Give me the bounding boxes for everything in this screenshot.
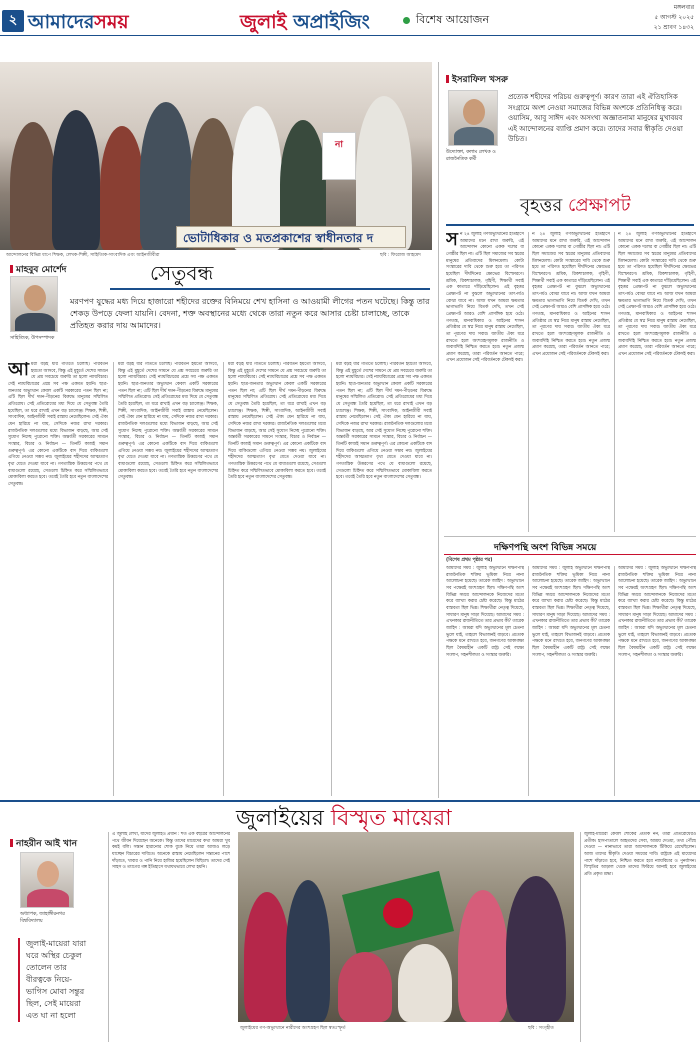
column-divider [528, 232, 529, 532]
protest-placard: না [322, 132, 356, 180]
protest-banner: ভোটাধিকার ও মতপ্রকাশের স্বাধীনতার দ [176, 226, 406, 248]
author-byline: মাহবুব মোর্শেদ [10, 262, 66, 277]
article-body-col1 [446, 232, 524, 532]
article-headline [236, 804, 452, 834]
author-photo [448, 90, 498, 146]
mothers-protest-photo [238, 832, 574, 1022]
article-body-col1: আমাদের সময় : জুলাই অভ্যুত্থানে দক্ষিণপন্থি রাজনৈতিক শক্তির ভূমিকা নিয়ে নানা আলোচনা হয়েছে। তারেক জাহিদ : অভ্যুত্থানে সব পক্ষেরই অংশগ্রহণ ছিল। দক্ষিণপন্থি অংশ বিভিন্ন সময়ে আন্দোলনকে নিজেদের মতো করে ব্যাখ্যা করার চেষ্টা করেছে। কিন্তু মাঠের বাস্তবতা ছিল ভিন্ন। শিক্ষার্থীরা নেতৃত্ব দিয়েছে, সাধারণ মানুষ সাড়া দিয়েছে। আমাদের সময় : এখনকার রাজনীতিতে তার প্রভাব কী? তারেক জাহিদ : আমরা যদি অভ্যুত্থানের মূল চেতনা ভুলে যাই, তাহলে বিভাজনই বাড়বে। প্রত্যেক পক্ষকে মনে রাখতে হবে, জনগণের আকাঙ্ক্ষা ছিল বৈষম্যহীন একটি রাষ্ট্র। সেই লক্ষ্যে সংলাপ, সহনশীলতা ও সংস্কার জরুরি। [446, 566, 524, 658]
date-english: ৫ আগস্ট ২০২৫ [654, 14, 694, 22]
date-block [654, 3, 694, 34]
author-photo [20, 852, 74, 908]
bangladesh-flag-icon [342, 871, 454, 955]
article-body-col3: ন ২৪ জুলাই গণঅভ্যুত্থানের ইতিহাসে আমাদের মনে রাখা জরুরি, এই আন্দোলন কোনো একক দলের বা গোষ্ঠীর ছিল না। এটি ছিল সমাজের সব স্তরের মানুষের প্রতিবাদের মিলনমেলা। কোটা সংস্কারের দাবি থেকে শুরু হয়ে তা পরিণত হয়েছিল দীর্ঘদিনের ক্ষোভের বিস্ফোরণে। শ্রমিক, রিকশাচালক, গৃহিণী, শিক্ষার্থী সবাই এক কাতারে দাঁড়িয়েছিলেন। এই বৃহত্তর প্রেক্ষাপট না বুঝলে অভ্যুত্থানের তাৎপর্যও বোঝা যাবে না। আজ যখন আমরা ক্ষমতার ভাগাভাগি নিয়ে বিতর্ক দেখি, তখন সেই প্রেক্ষাপট আরও বেশি প্রাসঙ্গিক হয়ে ওঠে। গণতন্ত্র, মানবাধিকার ও আইনের শাসন প্রতিষ্ঠার যে স্বপ্ন নিয়ে মানুষ রাস্তায় নেমেছিল, তা পূরণের দায় সবার। জাতীয় ঐক্য ধরে রাখতে হলে অংশগ্রহণমূলক রাজনীতি ও জবাবদিহি নিশ্চিত করতে হবে। নতুন প্রজন্ম প্রমাণ করেছে, তারা পরিবর্তন আনতে পারে; এখন প্রয়োজন সেই পরিবর্তনকে টেকসই করা। [618, 232, 696, 357]
column-divider [108, 832, 109, 1042]
headline-rule [444, 554, 696, 555]
photo-figure [100, 126, 144, 250]
author-role: উদ্যোক্তা, কলাম লেখক ও রাজনৈতিক কর্মী [446, 150, 496, 162]
article-headline: দক্ষিণপন্থি অংশ বিভিন্ন সময়ে [494, 543, 597, 553]
article-body-text: ন ২৪ জুলাই গণঅভ্যুত্থানের ইতিহাসে আমাদের মনে রাখা জরুরি, এই আন্দোলন কোনো একক দলের বা গোষ্ঠীর ছিল না। এটি ছিল সমাজের সব স্তরের মানুষের প্রতিবাদের মিলনমেলা। কোটা সংস্কারের দাবি থেকে শুরু হয়ে তা পরিণত হয়েছিল দীর্ঘদিনের ক্ষোভের বিস্ফোরণে। শ্রমিক, রিকশাচালক, গৃহিণী, শিক্ষার্থী সবাই এক কাতারে দাঁড়িয়েছিলেন। এই বৃহত্তর প্রেক্ষাপট না বুঝলে অভ্যুত্থানের তাৎপর্যও বোঝা যাবে না। আজ যখন আমরা ক্ষমতার ভাগাভাগি নিয়ে বিতর্ক দেখি, তখন সেই প্রেক্ষাপট আরও বেশি প্রাসঙ্গিক হয়ে ওঠে। গণতন্ত্র, মানবাধিকার ও আইনের শাসন প্রতিষ্ঠার যে স্বপ্ন নিয়ে মানুষ রাস্তায় নেমেছিল, তা পূরণের দায় সবার। জাতীয় ঐক্য ধরে রাখতে হলে অংশগ্রহণমূলক রাজনীতি ও জবাবদিহি নিশ্চিত করতে হবে। নতুন প্রজন্ম প্রমাণ করেছে, তারা পরিবর্তন আনতে পারে; এখন প্রয়োজন সেই পরিবর্তনকে টেকসই করা। [446, 232, 524, 364]
article-body-col3: মরা বড়ই ধীর গতিতে চলেছি। পরিবর্তন হয়তো আসবে, কিন্তু এই মুহূর্তে দেশের সামনে যে প্রশ্ন সবচেয়ে জরুরি তা হলো ন্যায়বিচার। সেই ন্যায়বিচারের প্রশ্নে সব পক্ষ একমত হয়নি। ছাত্র-জনতার অভ্যুত্থান কেবল একটি সরকারের পতন ছিল না; এটি ছিল দীর্ঘ দমন-পীড়নের বিরুদ্ধে মানুষের সম্মিলিত প্রতিরোধ। সেই প্রতিরোধের মধ্য দিয়ে যে সেতুবন্ধ তৈরি হয়েছিল, তা ধরে রাখাই এখন বড় চ্যালেঞ্জ। শিক্ষক, শিল্পী, সাংবাদিক, আইনজীবী সবাই রাস্তায় নেমেছিলেন। সেই ঐক্য যেন হারিয়ে না যায়, সেদিকে নজর রাখা দরকার। রাজনৈতিক দলগুলোর মধ্যে বিভাজন বাড়ছে, আর সেই সুযোগ নিচ্ছে পুরোনো শক্তি। অন্তর্বর্তী সরকারের সামনে সংস্কার, বিচার ও নির্বাচন — তিনটি কাজই সমান গুরুত্বপূর্ণ। এর কোনো একটিকে বাদ দিয়ে বাকিগুলো এগিয়ে নেওয়া সম্ভব নয়। জুলাইয়ের শহীদদের আত্মত্যাগ বৃথা যেতে দেওয়া যাবে না। গণতান্ত্রিক উত্তরণের পথে যে বাধাগুলো রয়েছে, সেগুলো চিহ্নিত করে সম্মিলিতভাবে মোকাবিলা করতে হবে। তবেই তৈরি হবে নতুন বাংলাদেশের সেতুবন্ধ। [228, 362, 326, 481]
column-divider [614, 232, 615, 532]
article-body-col2: আমাদের সময় : জুলাই অভ্যুত্থানে দক্ষিণপন্থি রাজনৈতিক শক্তির ভূমিকা নিয়ে নানা আলোচনা হয়েছে। তারেক জাহিদ : অভ্যুত্থানে সব পক্ষেরই অংশগ্রহণ ছিল। দক্ষিণপন্থি অংশ বিভিন্ন সময়ে আন্দোলনকে নিজেদের মতো করে ব্যাখ্যা করার চেষ্টা করেছে। কিন্তু মাঠের বাস্তবতা ছিল ভিন্ন। শিক্ষার্থীরা নেতৃত্ব দিয়েছে, সাধারণ মানুষ সাড়া দিয়েছে। আমাদের সময় : এখনকার রাজনীতিতে তার প্রভাব কী? তারেক জাহিদ : আমরা যদি অভ্যুত্থানের মূল চেতনা ভুলে যাই, তাহলে বিভাজনই বাড়বে। প্রত্যেক পক্ষকে মনে রাখতে হবে, জনগণের আকাঙ্ক্ষা ছিল বৈষম্যহীন একটি রাষ্ট্র। সেই লক্ষ্যে সংলাপ, সহনশীলতা ও সংস্কার জরুরি। [532, 566, 610, 658]
paper-name-accent: সময় [94, 11, 129, 33]
author-byline: ইসরাফিল খসরু [446, 72, 508, 87]
page-number: ২ [2, 10, 24, 32]
bullet-dot-icon [403, 17, 410, 24]
photo-figure [338, 952, 392, 1022]
photo-figure [458, 890, 508, 1022]
pull-quote: জুলাই-মায়েরা যারা ঘরে অস্থির চেকুল তোলেন তার বীরত্বকে নিয়ে- ভাগিস মোবা সন্তুর ছিল, সেই মায়েরা এত ঘা না হলো [18, 938, 94, 1022]
continuation-tag: (বিশেষ প্রথম পৃষ্ঠার পর) [446, 558, 493, 563]
drop-cap: আ [8, 362, 29, 380]
article-body-col4: মরা বড়ই ধীর গতিতে চলেছি। পরিবর্তন হয়তো আসবে, কিন্তু এই মুহূর্তে দেশের সামনে যে প্রশ্ন সবচেয়ে জরুরি তা হলো ন্যায়বিচার। সেই ন্যায়বিচারের প্রশ্নে সব পক্ষ একমত হয়নি। ছাত্র-জনতার অভ্যুত্থান কেবল একটি সরকারের পতন ছিল না; এটি ছিল দীর্ঘ দমন-পীড়নের বিরুদ্ধে মানুষের সম্মিলিত প্রতিরোধ। সেই প্রতিরোধের মধ্য দিয়ে যে সেতুবন্ধ তৈরি হয়েছিল, তা ধরে রাখাই এখন বড় চ্যালেঞ্জ। শিক্ষক, শিল্পী, সাংবাদিক, আইনজীবী সবাই রাস্তায় নেমেছিলেন। সেই ঐক্য যেন হারিয়ে না যায়, সেদিকে নজর রাখা দরকার। রাজনৈতিক দলগুলোর মধ্যে বিভাজন বাড়ছে, আর সেই সুযোগ নিচ্ছে পুরোনো শক্তি। অন্তর্বর্তী সরকারের সামনে সংস্কার, বিচার ও নির্বাচন — তিনটি কাজই সমান গুরুত্বপূর্ণ। এর কোনো একটিকে বাদ দিয়ে বাকিগুলো এগিয়ে নেওয়া সম্ভব নয়। জুলাইয়ের শহীদদের আত্মত্যাগ বৃথা যেতে দেওয়া যাবে না। গণতান্ত্রিক উত্তরণের পথে যে বাধাগুলো রয়েছে, সেগুলো চিহ্নিত করে সম্মিলিতভাবে মোকাবিলা করতে হবে। তবেই তৈরি হবে নতুন বাংলাদেশের সেতুবন্ধ। [336, 362, 432, 481]
photo-figure [52, 110, 100, 250]
article-body-text: মরা বড়ই ধীর গতিতে চলেছি। পরিবর্তন হয়তো আসবে, কিন্তু এই মুহূর্তে দেশের সামনে যে প্রশ্ন সবচেয়ে জরুরি তা হলো ন্যায়বিচার। সেই ন্যায়বিচারের প্রশ্নে সব পক্ষ একমত হয়নি। ছাত্র-জনতার অভ্যুত্থান কেবল একটি সরকারের পতন ছিল না; এটি ছিল দীর্ঘ দমন-পীড়নের বিরুদ্ধে মানুষের সম্মিলিত প্রতিরোধ। সেই প্রতিরোধের মধ্য দিয়ে যে সেতুবন্ধ তৈরি হয়েছিল, তা ধরে রাখাই এখন বড় চ্যালেঞ্জ। শিক্ষক, শিল্পী, সাংবাদিক, আইনজীবী সবাই রাস্তায় নেমেছিলেন। সেই ঐক্য যেন হারিয়ে না যায়, সেদিকে নজর রাখা দরকার। রাজনৈতিক দলগুলোর মধ্যে বিভাজন বাড়ছে, আর সেই সুযোগ নিচ্ছে পুরোনো শক্তি। অন্তর্বর্তী সরকারের সামনে সংস্কার, বিচার ও নির্বাচন — তিনটি কাজই সমান গুরুত্বপূর্ণ। এর কোনো একটিকে বাদ দিয়ে বাকিগুলো এগিয়ে নেওয়া সম্ভব নয়। জুলাইয়ের শহীদদের আত্মত্যাগ বৃথা যেতে দেওয়া যাবে না। গণতান্ত্রিক উত্তরণের পথে যে বাধাগুলো রয়েছে, সেগুলো চিহ্নিত করে সম্মিলিতভাবে মোকাবিলা করতে হবে। তবেই তৈরি হবে নতুন বাংলাদেশের সেতুবন্ধ। [8, 362, 108, 487]
column-divider [331, 362, 332, 796]
section-divider [0, 800, 700, 802]
section-logo-accent: অপ্রাইজিং [293, 11, 370, 33]
drop-cap: স [446, 232, 458, 250]
article-body-right: জুলাই-মায়েরা কেবল শোকের প্রতীক নন, তারা প্রতিরোধেরও প্রতীক। হাসপাতালে আহতদের সেবা, আশ্রয় দেওয়া, তথ্য পৌঁছে দেওয়া — নানাভাবে তারা আন্দোলনকে টিকিয়ে রেখেছিলেন। আজ তাদের স্বীকৃতি দেওয়া সময়ের দাবি। রাষ্ট্রকে এই মায়েদের পাশে দাঁড়াতে হবে, নিশ্চিত করতে হবে ন্যায়বিচার ও পুনর্বাসন। বিস্মৃতির আড়াল থেকে তাদের ফিরিয়ে আনাই হবে জুলাইয়ের প্রতি প্রকৃত শ্রদ্ধা। [584, 832, 696, 877]
paper-logo[interactable] [28, 8, 129, 40]
headline-accent: প্রেক্ষাপট [567, 195, 631, 216]
paper-name: আমাদের [28, 11, 95, 33]
author-photo [10, 276, 58, 332]
masthead [0, 0, 700, 36]
special-label: বিশেষ আয়োজন [416, 13, 490, 26]
date-bangla: ২১ শ্রাবণ ১৪৩২ [653, 24, 694, 32]
photo-figure [244, 892, 290, 1022]
article-body-col2: মরা বড়ই ধীর গতিতে চলেছি। পরিবর্তন হয়তো আসবে, কিন্তু এই মুহূর্তে দেশের সামনে যে প্রশ্ন সবচেয়ে জরুরি তা হলো ন্যায়বিচার। সেই ন্যায়বিচারের প্রশ্নে সব পক্ষ একমত হয়নি। ছাত্র-জনতার অভ্যুত্থান কেবল একটি সরকারের পতন ছিল না; এটি ছিল দীর্ঘ দমন-পীড়নের বিরুদ্ধে মানুষের সম্মিলিত প্রতিরোধ। সেই প্রতিরোধের মধ্য দিয়ে যে সেতুবন্ধ তৈরি হয়েছিল, তা ধরে রাখাই এখন বড় চ্যালেঞ্জ। শিক্ষক, শিল্পী, সাংবাদিক, আইনজীবী সবাই রাস্তায় নেমেছিলেন। সেই ঐক্য যেন হারিয়ে না যায়, সেদিকে নজর রাখা দরকার। রাজনৈতিক দলগুলোর মধ্যে বিভাজন বাড়ছে, আর সেই সুযোগ নিচ্ছে পুরোনো শক্তি। অন্তর্বর্তী সরকারের সামনে সংস্কার, বিচার ও নির্বাচন — তিনটি কাজই সমান গুরুত্বপূর্ণ। এর কোনো একটিকে বাদ দিয়ে বাকিগুলো এগিয়ে নেওয়া সম্ভব নয়। জুলাইয়ের শহীদদের আত্মত্যাগ বৃথা যেতে দেওয়া যাবে না। গণতান্ত্রিক উত্তরণের পথে যে বাধাগুলো রয়েছে, সেগুলো চিহ্নিত করে সম্মিলিতভাবে মোকাবিলা করতে হবে। তবেই তৈরি হবে নতুন বাংলাদেশের সেতুবন্ধ। [118, 362, 218, 481]
article-body-col2: ন ২৪ জুলাই গণঅভ্যুত্থানের ইতিহাসে আমাদের মনে রাখা জরুরি, এই আন্দোলন কোনো একক দলের বা গোষ্ঠীর ছিল না। এটি ছিল সমাজের সব স্তরের মানুষের প্রতিবাদের মিলনমেলা। কোটা সংস্কারের দাবি থেকে শুরু হয়ে তা পরিণত হয়েছিল দীর্ঘদিনের ক্ষোভের বিস্ফোরণে। শ্রমিক, রিকশাচালক, গৃহিণী, শিক্ষার্থী সবাই এক কাতারে দাঁড়িয়েছিলেন। এই বৃহত্তর প্রেক্ষাপট না বুঝলে অভ্যুত্থানের তাৎপর্যও বোঝা যাবে না। আজ যখন আমরা ক্ষমতার ভাগাভাগি নিয়ে বিতর্ক দেখি, তখন সেই প্রেক্ষাপট আরও বেশি প্রাসঙ্গিক হয়ে ওঠে। গণতন্ত্র, মানবাধিকার ও আইনের শাসন প্রতিষ্ঠার যে স্বপ্ন নিয়ে মানুষ রাস্তায় নেমেছিল, তা পূরণের দায় সবার। জাতীয় ঐক্য ধরে রাখতে হলে অংশগ্রহণমূলক রাজনীতি ও জবাবদিহি নিশ্চিত করতে হবে। নতুন প্রজন্ম প্রমাণ করেছে, তারা পরিবর্তন আনতে পারে; এখন প্রয়োজন সেই পরিবর্তনকে টেকসই করা। [532, 232, 610, 357]
headline-rule [110, 288, 430, 290]
headline-rule [446, 224, 694, 226]
column-divider [113, 362, 114, 796]
section-logo-text: জুলাই [240, 11, 287, 33]
column-divider [528, 566, 529, 796]
column-divider [614, 566, 615, 796]
top-photo-caption: আন্দোলনের বিভিন্ন ধাপে শিক্ষক, লেখক-শিল্পী, সাহিত্যিক-সাংবাদিক এবং আইনজীবীরা [6, 253, 160, 258]
lead-paragraph: মরণপণ যুদ্ধের মধ্য দিয়ে হাজারো শহীদের রক্তের বিনিময়ে শেখ হাসিনা ও আওয়ামী লীগের পতন ঘটেছে। কিন্তু তার শেকড় উপড়ে ফেলা যায়নি। বেদনা, শক্ত অবস্থানের মধ্যে থেকে তারা নতুন করে আসার চেষ্টা চালাচ্ছে, তাকে প্রতিহত করার দায় আমাদের। [70, 297, 430, 330]
article-headline: সেতুবন্ধ [150, 261, 214, 285]
top-photo-credit: ছবি : ফিরোজ আহমেদ [380, 253, 421, 258]
author-role: সাহিত্যিক, উপসম্পাদক [10, 336, 55, 341]
article-body-col3: আমাদের সময় : জুলাই অভ্যুত্থানে দক্ষিণপন্থি রাজনৈতিক শক্তির ভূমিকা নিয়ে নানা আলোচনা হয়েছে। তারেক জাহিদ : অভ্যুত্থানে সব পক্ষেরই অংশগ্রহণ ছিল। দক্ষিণপন্থি অংশ বিভিন্ন সময়ে আন্দোলনকে নিজেদের মতো করে ব্যাখ্যা করার চেষ্টা করেছে। কিন্তু মাঠের বাস্তবতা ছিল ভিন্ন। শিক্ষার্থীরা নেতৃত্ব দিয়েছে, সাধারণ মানুষ সাড়া দিয়েছে। আমাদের সময় : এখনকার রাজনীতিতে তার প্রভাব কী? তারেক জাহিদ : আমরা যদি অভ্যুত্থানের মূল চেতনা ভুলে যাই, তাহলে বিভাজনই বাড়বে। প্রত্যেক পক্ষকে মনে রাখতে হবে, জনগণের আকাঙ্ক্ষা ছিল বৈষম্যহীন একটি রাষ্ট্র। সেই লক্ষ্যে সংলাপ, সহনশীলতা ও সংস্কার জরুরি। [618, 566, 696, 658]
section-divider [438, 62, 439, 798]
article-body-col1 [8, 362, 108, 796]
headline-text: জুলাইয়ের [236, 806, 324, 831]
column-divider [223, 362, 224, 796]
photo-figure [398, 944, 452, 1022]
day-name: মঙ্গলবার [673, 4, 694, 11]
article-body-left: এ জুলাই লেখা, যাদের জুলাইও প্রধান : শত এক বছরের আন্দোলনের পথে জীবন দিয়েছেন অনেকে। কিন্তু তাদের মায়েদের কথা আমরা খুব কমই বলি। সন্তান হারানোর শোক বুকে নিয়ে তারা আজও লড়ে যাচ্ছেন বিচারের দাবিতে। অনেকে রাস্তায় নেমেছিলেন সন্তানের পাশে দাঁড়াতে, খাবার ও পানি নিয়ে হাজির হয়েছিলেন মিছিলে। তাদের সেই সাহস ও ত্যাগের গল্প ইতিহাসে যথাযথভাবে লেখা হয়নি। [112, 832, 230, 871]
column-divider [580, 832, 581, 1042]
photo-figure [506, 876, 566, 1022]
section-divider [444, 536, 696, 537]
article-headline [520, 194, 631, 218]
lead-paragraph: প্রত্যেক শহীদের পরিচয় গুরুত্বপূর্ণ। কারণ তারা এই ঐতিহাসিক সংগ্রামে অংশ নেওয়া সমাজের বিভিন্ন অংশকে প্রতিনিধিত্ব করে। ওয়াসিম, আবু সাঈদ এবং অসংখ্য অজ্ঞাতনামা মানুষের মুখাবয়ব এই আন্দোলনের ব্যাপ্তি প্রমাণ করে। তাদের সবার স্বীকৃতি দেওয়া উচিত। [508, 93, 683, 143]
author-role: অধ্যাপক, জাহাঙ্গীরনগর বিশ্ববিদ্যালয় [20, 912, 65, 924]
headline-accent: বিস্মৃত মায়েরা [330, 806, 452, 831]
headline-text: বৃহত্তর [520, 195, 563, 216]
photo-figure [286, 880, 330, 1022]
section-logo [240, 8, 370, 40]
author-byline: নাহরীন আই খান [10, 836, 77, 851]
photo-figure [10, 122, 56, 250]
bottom-photo-caption: জুলাইয়ের গণ-অভ্যুত্থানে নারীদের অংশগ্রহণ ছিল স্বতঃস্ফূর্ত [240, 1026, 346, 1031]
top-news-photo [0, 62, 432, 250]
bottom-photo-credit: ছবি : সংগৃহীত [528, 1026, 554, 1031]
